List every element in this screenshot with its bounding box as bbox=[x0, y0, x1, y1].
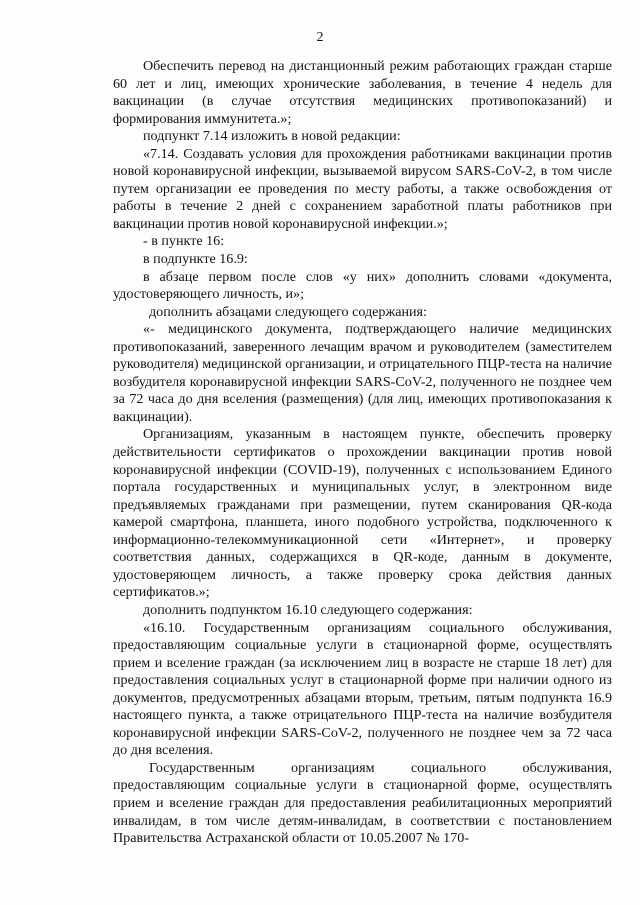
page-number: 2 bbox=[316, 30, 324, 45]
paragraph: «- медицинского документа, подтверждающего наличие медицинских противопоказаний, заверенного лечащим врачом и руководителем (заместителем руководителя) медицинской организации, и отрицательного ПЦР-теста на наличие возбудителя коронавирусной инфекции SARS-CoV-2, полученного не позднее чем за 72 часа до дня вселения (размещения) (для лиц, имеющих противопоказания к вакцинации). bbox=[113, 321, 612, 425]
paragraph: Обеспечить перевод на дистанционный режим работающих граждан старше 60 лет и лиц, имеющих хронические заболевания, в течение 4 недель для вакцинации (в случае отсутствия медицинских противопоказаний) и формирования иммунитета.»; bbox=[113, 58, 612, 127]
document-body bbox=[113, 58, 612, 848]
paragraph: дополнить подпунктом 16.10 следующего содержания: bbox=[143, 601, 473, 618]
paragraph: - в пункте 16: bbox=[143, 233, 225, 250]
paragraph: Государственным организациям социального обслуживания, предоставляющим социальные услуги в стационарной форме, осуществлять прием и вселение граждан для предоставления реабилитационных мероприятий инвалидам, в том числе детям-инвалидам, в соответствии с постановлением Правительства Астраханской области от 10.05.2007 № 170- bbox=[113, 759, 612, 847]
paragraph: «7.14. Создавать условия для прохождения работниками вакцинации против новой коронавирусной инфекции, вызываемой вирусом SARS-CoV-2, в том числе путем организации ее проведения по месту работы, а также освобождения от работы в течение 2 дней с сохранением заработной платы работников при вакцинации против новой коронавирусной инфекции.»; bbox=[113, 145, 612, 232]
paragraph: в подпункте 16.9: bbox=[143, 251, 248, 268]
paragraph: «16.10. Государственным организациям социального обслуживания, предоставляющим социальные услуги в стационарной форме, осуществлять прием и вселение граждан (за исключением лиц в возрасте не старше 18 лет) для предоставления социальных услуг в стационарной форме при наличии одного из документов, предусмотренных абзацами вторым, третьим, пятым подпункта 16.9 настоящего пункта, а также отрицательного ПЦР-теста на наличие возбудителя коронавирусной инфекции SARS-CoV-2, полученного не позднее чем за 72 часа до дня вселения. bbox=[113, 619, 612, 759]
paragraph: Организациям, указанным в настоящем пункте, обеспечить проверку действительности сертификатов о прохождении вакцинации против новой коронавирусной инфекции (COVID-19), полученных с использованием Единого портала государственных и муниципальных услуг, в электронном виде предъявляемых гражданами при размещении, путем сканирования QR-кода камерой смартфона, планшета, иного подобного устройства, подключенного к информационно-телекоммуникационной сети «Интернет», и проверку соответствия данных, содержащихся в QR-коде, данным в документе, удостоверяющем личность, а также проверку срока действия данных сертификатов.»; bbox=[113, 426, 612, 601]
paragraph: подпункт 7.14 изложить в новой редакции: bbox=[143, 128, 401, 145]
paragraph: дополнить абзацами следующего содержания: bbox=[149, 303, 427, 320]
paragraph: в абзаце первом после слов «у них» дополнить словами «документа, удостоверяющего личность, и»; bbox=[113, 268, 612, 303]
